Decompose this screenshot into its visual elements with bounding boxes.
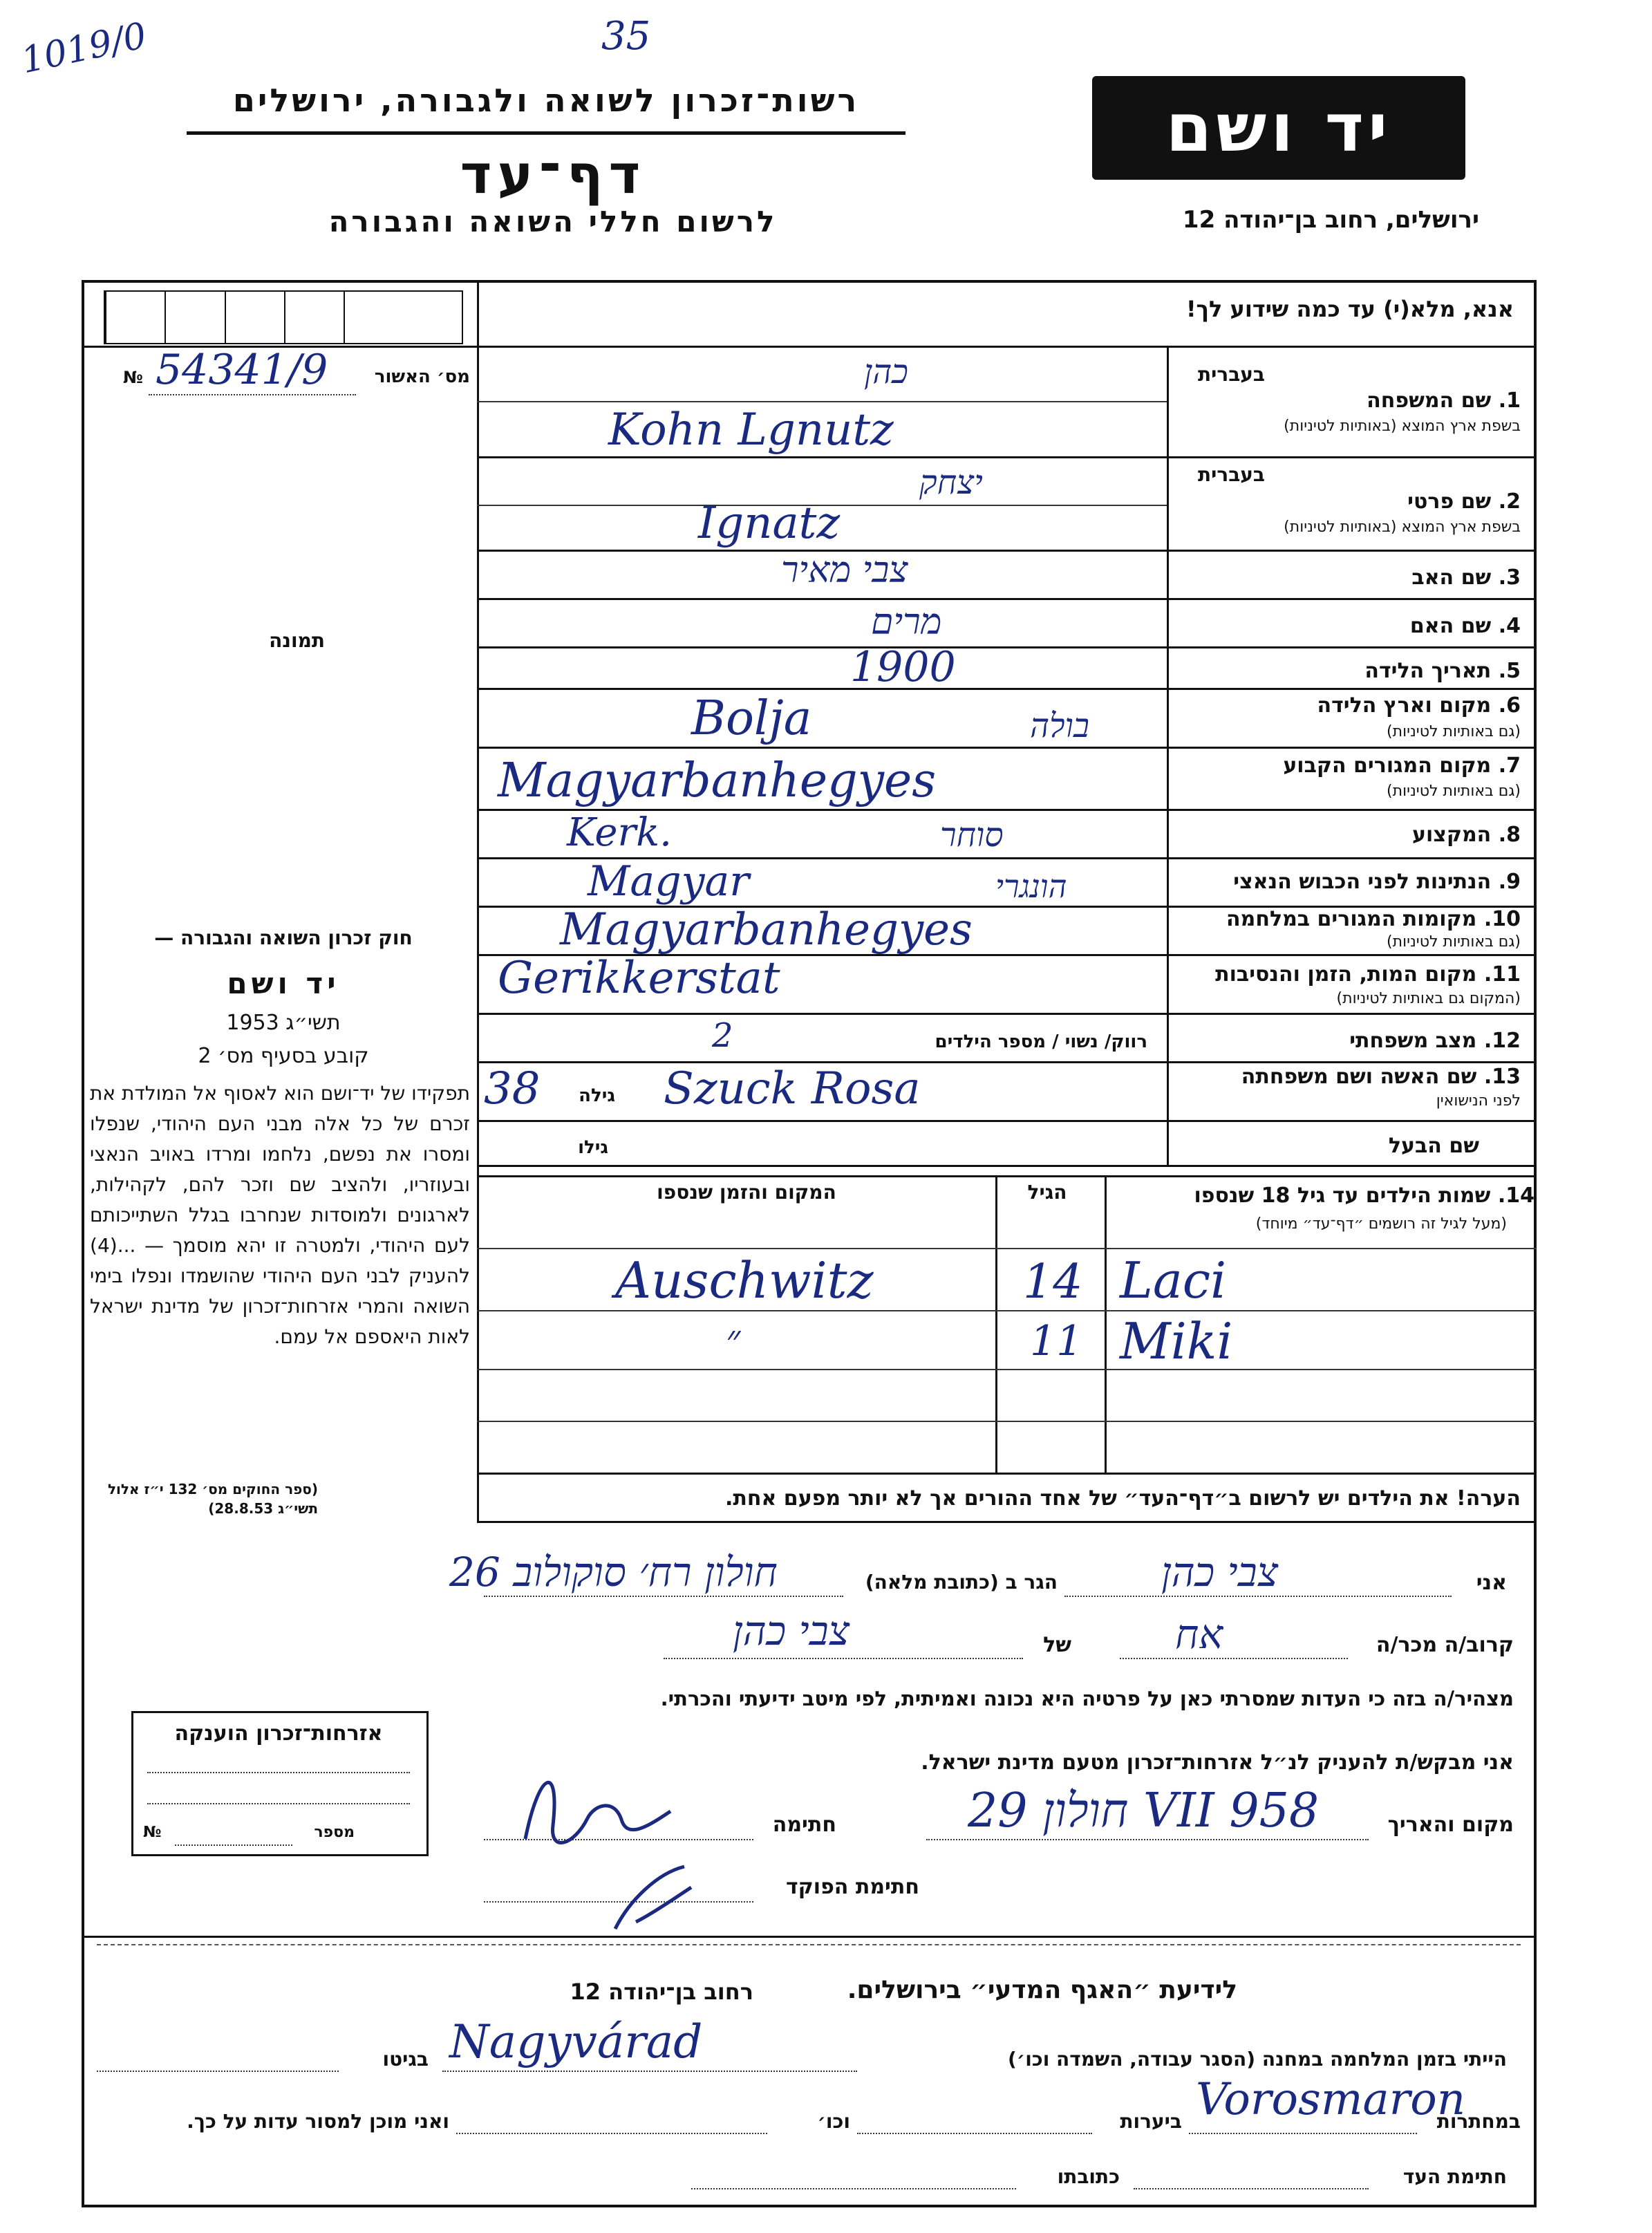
field-5-value: 1900 [850, 643, 956, 691]
row-rule-7 [477, 688, 1537, 690]
field-12-label: 12. מצב משפחתי [1349, 1029, 1521, 1053]
field-2-value: Ignatz [698, 498, 841, 549]
children-row-rule-1 [477, 1310, 1537, 1311]
row-rule-6 [477, 646, 1537, 648]
field-3-label: 3. שם האב [1411, 566, 1521, 590]
decl-i-name: צבי כהן [1161, 1549, 1279, 1596]
field-13-sub: לפני הנישואין [1436, 1092, 1521, 1110]
field-9-value-heb: הונגרי [995, 868, 1067, 905]
law-title: חוק זכרון השואה והגבורה — [154, 926, 413, 949]
law-name: יד ושם [227, 966, 340, 1000]
citizenship-number-label: מספר [314, 1824, 355, 1841]
reg-label: מס׳ האשור [374, 366, 470, 387]
corner-number: 35 [601, 14, 651, 59]
field-9-value: Magyar [588, 857, 749, 906]
field-10-value: Magyarbanhegyes [560, 904, 973, 955]
child-2-age: 11 [1030, 1317, 1083, 1365]
decl-resident-label: הגר ב (כתובת מלאה) [865, 1571, 1058, 1594]
intro-rule [477, 346, 1537, 348]
bottom-line2-end: ואני מוכן למסור עדות על כך. [187, 2110, 449, 2133]
law-ref: (ספר החוקים מס׳ 132 י״ז אלול תשי״ג 28.8.53) [107, 1481, 318, 1517]
child-2-name: Miki [1120, 1312, 1233, 1370]
field-2-label: 2. שם פרטי [1407, 489, 1521, 514]
field-1-value: Kohn Lgnutz [608, 404, 894, 456]
reg-number: 54341/9 [156, 346, 328, 394]
decl-i-label: אני [1476, 1571, 1507, 1595]
bottom-rule [82, 1936, 1537, 1938]
reg-underline [149, 394, 356, 395]
bottom-title: לידיעת ״האגף המדעי״ בירושלים. [847, 1976, 1237, 2004]
row-rule-2 [477, 456, 1537, 458]
bottom-line1-fill [442, 2071, 857, 2072]
field-13-age: 38 [484, 1063, 541, 1114]
field-1-label: 1. שם המשפחה [1367, 389, 1521, 413]
children-sub-rule [477, 1248, 1537, 1249]
field-8-value: Kerk. [567, 810, 672, 855]
field-8-value-heb: סוחר [940, 816, 1004, 854]
signature-mark [511, 1756, 691, 1867]
field-1-sub: בשפת ארץ המוצא (באותיות לטיניות) [1284, 418, 1521, 435]
photo-label: תמונה [269, 629, 325, 652]
field-13-label: 13. שם האשה ושם משפחתה [1241, 1065, 1521, 1089]
child-1-age: 14 [1023, 1255, 1083, 1309]
bottom-inner-rule [97, 1944, 1521, 1945]
decl-place-date-label: מקום והאריך [1387, 1813, 1514, 1837]
field-2-sub: בשפת ארץ המוצא (באותיות לטיניות) [1284, 518, 1521, 536]
field-11-value: Gerikkerstat [498, 953, 780, 1004]
law-clause: קובע בסעיף מס׳ 2 [198, 1044, 369, 1068]
husband-age-label: גילו [578, 1137, 608, 1158]
decl-statement: מצהיר/ה בזה כי העדות שמסרתי כאן על פרטיה היא נכונה ואמיתית, לפי מיטב ידיעתי והכרתי. [660, 1687, 1514, 1710]
row-rule-5 [477, 598, 1537, 600]
left-panel-divider [477, 280, 479, 1521]
row-rule-4 [477, 550, 1537, 552]
bottom-line3-sig: חתימת העד [1402, 2165, 1507, 2188]
field-1-tag: בעברית [1197, 363, 1265, 386]
citizenship-title: אזרחות־זכרון הוענקה [174, 1721, 383, 1746]
decl-officer-label: חתימת הפוקד [786, 1875, 919, 1899]
child-1-name: Laci [1120, 1251, 1227, 1309]
field-1-value-heb: כהן [864, 353, 908, 391]
bottom-line3-addr: כתובתו [1057, 2165, 1120, 2188]
children-label: 14. שמות הילדים עד גיל 18 שנספו [1194, 1184, 1534, 1208]
note-text: הערה! את הילדים יש לרשום ב״דף־העד״ של אחד ההורים אך לא יותר מפעם אחת. [725, 1486, 1521, 1511]
field-13-value: Szuck Rosa [664, 1063, 921, 1114]
logo-box [1092, 76, 1465, 180]
bottom-line2-fill-2 [857, 2133, 1092, 2134]
field-12-options: רווק/ נשוי / מספר הילדים [935, 1031, 1147, 1052]
bottom-camp-value: Vorosmaron [1196, 2074, 1466, 2125]
field-3-value: צבי מאיר [781, 550, 908, 591]
children-header-rule [477, 1175, 1537, 1177]
decl-of-line [664, 1658, 1023, 1659]
header-subtitle: לרשום חללי השואה והגבורה [328, 205, 778, 239]
decl-of-label: של [1043, 1633, 1071, 1657]
decl-relation-line [1120, 1658, 1348, 1659]
row-rule-13 [477, 1013, 1537, 1015]
reg-no-prefix: № [123, 368, 143, 387]
officer-mark [608, 1860, 719, 1936]
children-row-rule-3 [477, 1421, 1537, 1422]
husband-label: שם הבעל [1388, 1134, 1479, 1158]
field-7-value: Magyarbanhegyes [498, 754, 937, 808]
field-7-label: 7. מקום המגורים הקבוע [1283, 754, 1521, 778]
field-6-value: Bolja [691, 691, 812, 746]
citizenship-no-prefix: № [143, 1824, 162, 1841]
field-2-value-heb: יצחק [919, 463, 983, 502]
field-7-sub: (גם באותיות לטיניות) [1387, 783, 1521, 800]
bottom-line2-mid: ביערות [1120, 2110, 1182, 2133]
note-rule-bottom [477, 1521, 1537, 1523]
field-12-value: 2 [712, 1016, 733, 1055]
header-address: ירושלים, רחוב בן־יהודה 12 [1182, 206, 1479, 234]
children-age-col: הגיל [1027, 1181, 1067, 1204]
law-year: תשי״ג 1953 [226, 1011, 341, 1035]
bottom-line1-suffix: בגיטו [382, 2048, 429, 2071]
children-col-2 [1105, 1175, 1107, 1473]
row-rule-1 [477, 401, 1167, 402]
bottom-line2-fill-3 [456, 2133, 767, 2134]
decl-resident-value: חולון רח׳ סוקולוב 26 [449, 1549, 778, 1596]
bottom-line2-fill-1 [1189, 2133, 1417, 2134]
field-8-label: 8. המקצוע [1411, 823, 1521, 847]
field-11-label: 11. מקום המות, הזמן והנסיבות [1215, 962, 1521, 987]
bottom-line2-and: וכו׳ [817, 2110, 850, 2133]
decl-place-date-value: חולון 29 VII 958 [968, 1784, 1320, 1838]
header-title: דף־עד [460, 144, 646, 206]
header-org: רשות־זכרון לשואה ולגבורה, ירושלים [232, 82, 860, 119]
intro-text: אנא, מלא(י) עד כמה שידוע לך! [1185, 296, 1514, 322]
field-10-sub: (גם באותיות לטיניות) [1387, 933, 1521, 951]
decl-i-line [1064, 1596, 1452, 1597]
row-rule-8 [477, 747, 1537, 749]
bottom-address: רחוב בן־יהודה 12 [570, 1979, 753, 2005]
bottom-line3-fill-2 [691, 2188, 1016, 2189]
decl-of-name: צבי כהן [733, 1607, 850, 1654]
row-rule-15 [477, 1120, 1537, 1122]
field-9-label: 9. הנתינות לפני הכבוש הנאצי [1233, 870, 1521, 894]
child-1-place: Auschwitz [615, 1251, 874, 1309]
header-underline [187, 131, 905, 135]
citizenship-box [131, 1711, 429, 1856]
reg-box-cells [104, 290, 463, 344]
field-4-label: 4. שם האם [1409, 614, 1521, 638]
logo-text: יד ושם [1165, 89, 1392, 167]
field-11-sub: (המקום גם באותיות לטיניות) [1336, 990, 1521, 1007]
children-sub: (מעל לגיל זה רושמים ״דף־עד״ מיוחד) [1255, 1215, 1507, 1233]
field-13-age-label: גילה [579, 1085, 615, 1106]
field-4-value: מרים [871, 601, 942, 643]
decl-relative-label: קרוב/ה מכר/ה [1376, 1633, 1514, 1657]
bottom-line1: הייתי בזמן המלחמה במחנה (הסגר עבודה, השמדה וכו׳) [1008, 2048, 1507, 2071]
decl-request: אני מבקש/ת להעניק לנ״ל אזרחות־זכרון מטעם מדינת ישראל. [921, 1750, 1514, 1775]
bottom-line2-prefix: במחתרות [1436, 2110, 1521, 2133]
children-col-1 [995, 1175, 997, 1473]
decl-place-date-line [926, 1839, 1369, 1840]
field-6-value-heb: בולה [1030, 707, 1089, 745]
bottom-line1-end [97, 2071, 339, 2072]
row-rule-14 [477, 1061, 1537, 1063]
decl-relation: אח [1175, 1611, 1223, 1658]
decl-signature-label: חתימה [772, 1813, 836, 1837]
field-6-sub: (גם באותיות לטיניות) [1387, 723, 1521, 740]
bottom-line3-fill-1 [1134, 2188, 1369, 2189]
note-rule-top [477, 1473, 1537, 1475]
law-text: תפקידו של יד־ושם הוא לאסוף אל המולדת את זכרם של כל אלה מבני העם היהודי, שנפלו ומסרו את נפשם, נלחמו ומרדו באויב הנאצי ובעוזריו, ולהציב שם וזכר להם, לקהילות, לארגונים ולמוסדות שנחרבו בגלל השתייכותם לעם היהודי, ולמטרה זו יהא מוסמך — ...(4) להעניק לבני העם היהודי שהושמדו ונפלו בימי השואה והמרי אזרחות־זכרון של מדינת ישראל לאות היאספם אל עמם. [90, 1082, 470, 1348]
children-row-rule-2 [477, 1369, 1537, 1370]
field-6-label: 6. מקום וארץ הלידה [1317, 693, 1521, 718]
bottom-ghetto-value: Nagyvárad [449, 2015, 703, 2068]
decl-resident-line [484, 1596, 843, 1597]
child-2-place: ״ [726, 1317, 741, 1362]
field-2-tag: בעברית [1197, 463, 1265, 486]
corner-code: 1019/0 [17, 15, 151, 82]
row-rule-16 [477, 1165, 1537, 1167]
children-place-col: המקום והזמן שנספו [657, 1181, 836, 1204]
label-column-divider [1167, 346, 1169, 1165]
field-10-label: 10. מקומות המגורים במלחמה [1226, 907, 1521, 931]
field-5-label: 5. תאריך הלידה [1364, 659, 1521, 683]
